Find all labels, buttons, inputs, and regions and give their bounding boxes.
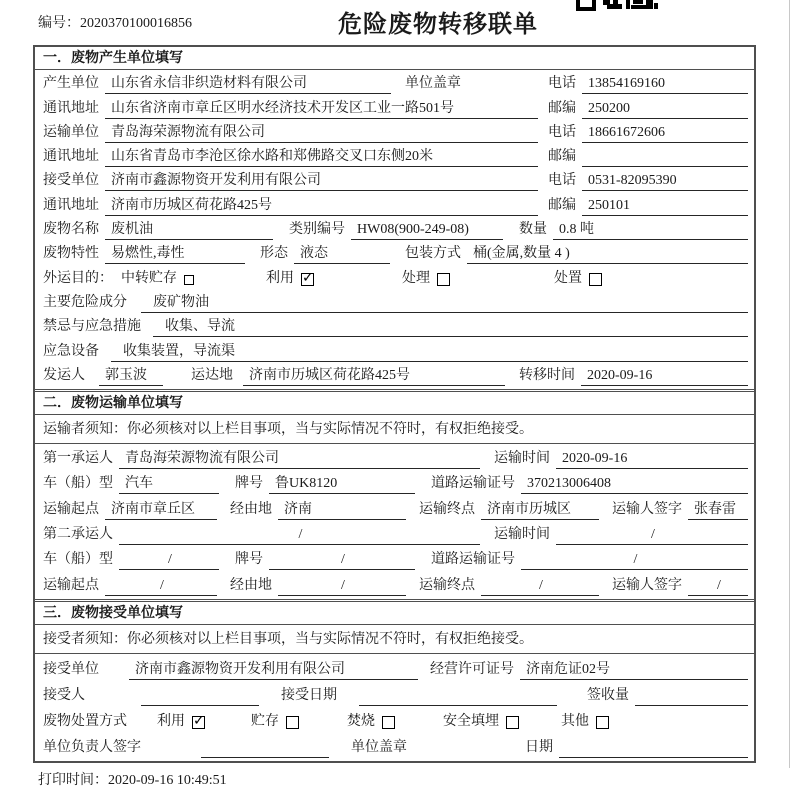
transporter-row (43, 119, 748, 143)
purpose-option-dispose: 处置 (554, 267, 602, 289)
first-carrier-signature-value: 张春雷 (688, 498, 748, 520)
section-receiver-heading: 三．废物接受单位填写 (35, 602, 754, 625)
license-label: 经营许可证号 (430, 661, 514, 677)
receiver-phone-value: 0531-82095390 (582, 173, 748, 191)
checkbox-disposal-landfill-icon (506, 716, 519, 729)
transporter-address-value: 山东省青岛市李沧区徐水路和郑佛路交叉口东侧20米 (105, 145, 538, 167)
waste-props-value: 易燃性,毒性 (105, 242, 245, 264)
second-route-end-value: / (481, 578, 599, 596)
disposal-option-other: 其他 (561, 710, 609, 732)
address-label: 通讯地址 (43, 100, 99, 116)
carrier-signature-label: 运输人签字 (612, 501, 682, 517)
producer-zip-value: 250200 (582, 101, 748, 119)
transporter-value: 青岛海荣源物流有限公司 (105, 121, 538, 143)
section-producer-heading: 一．废物产生单位填写 (35, 47, 754, 70)
responsible-signature-value (201, 740, 329, 758)
road-permit-label: 道路运输证号 (431, 552, 515, 568)
waste-name-label: 废物名称 (43, 222, 99, 238)
producer-row (43, 70, 748, 94)
first-plate-value: 鲁UK8120 (269, 472, 415, 494)
first-transport-time-value: 2020-09-16 (556, 451, 748, 469)
purpose-option-treat: 处理 (402, 267, 450, 289)
responsible-signature-row (43, 732, 748, 758)
producer-label: 产生单位 (43, 76, 99, 92)
quantity-label: 数量 (519, 222, 547, 238)
section-transporter (35, 389, 754, 599)
disposal-option-landfill: 安全填埋 (443, 710, 519, 732)
dispatch-row (43, 362, 748, 386)
unit-seal-label: 单位盖章 (351, 739, 407, 755)
accepting-unit-row (43, 654, 748, 680)
dispatcher-label: 发运人 (43, 367, 85, 383)
hazard-components-label: 主要危险成分 (43, 294, 127, 310)
purpose-option-utilize: 利用 ✓ (266, 267, 314, 289)
accepting-unit-value: 济南市鑫源物资开发利用有限公司 (129, 658, 418, 680)
emergency-equipment-value: 收集装置，导流渠 (111, 340, 748, 362)
checkbox-transfer-storage-icon (184, 275, 194, 285)
waste-props-label: 废物特性 (43, 246, 99, 262)
receiver-notice: 接受者须知：你必须核对以上栏目事项，当与实际情况不符时，有权拒绝接受。 (35, 625, 754, 654)
producer-value: 山东省永信非织造材料有限公司 (105, 72, 391, 94)
emergency-equipment-row (43, 337, 748, 361)
transporter-notice: 运输者须知：你必须核对以上栏目事项，当与实际情况不符时，有权拒绝接受。 (35, 415, 754, 444)
first-route-end-value: 济南市历城区 (481, 498, 599, 520)
second-plate-value: / (269, 552, 415, 570)
second-carrier-row (43, 520, 748, 545)
route-end-label: 运输终点 (419, 577, 475, 593)
second-route-row (43, 570, 748, 595)
section-producer (35, 47, 754, 389)
producer-phone-value: 13854169160 (582, 76, 748, 94)
transporter-zip-value (582, 149, 748, 167)
checkbox-disposal-other-icon (596, 716, 609, 729)
second-carrier-signature-value: / (688, 578, 748, 596)
packaging-value: 桶(金属,数量 4 ) (467, 242, 748, 264)
waste-name-row (43, 216, 748, 240)
checkbox-dispose-icon (589, 273, 602, 286)
emergency-measures-value: 收集、导流 (153, 315, 748, 337)
phone-label: 电话 (548, 173, 576, 189)
disposal-option-incinerate: 焚烧 (347, 710, 395, 732)
receiver-address-value: 济南市历城区荷花路425号 (105, 194, 538, 216)
producer-address-row (43, 94, 748, 118)
second-transport-time-value: / (556, 527, 748, 545)
route-via-label: 经由地 (230, 577, 272, 593)
receiver-row (43, 167, 748, 191)
document-number-label: 编号： (38, 16, 80, 31)
first-carrier-row (43, 444, 748, 469)
hazard-components-value: 废矿物油 (141, 291, 748, 313)
category-code-label: 类别编号 (289, 222, 345, 238)
disposal-option-utilize: 利用 ✓ (157, 710, 205, 732)
packaging-label: 包装方式 (405, 246, 461, 262)
accepting-unit-label: 接受单位 (43, 661, 99, 677)
first-route-via-value: 济南 (278, 498, 406, 520)
disposal-method-label: 废物处置方式 (43, 713, 127, 729)
waste-name-value: 废机油 (105, 218, 273, 240)
carrier-signature-label: 运输人签字 (612, 577, 682, 593)
zip-label: 邮编 (548, 149, 576, 165)
transfer-time-label: 转移时间 (519, 367, 575, 383)
second-route-start-value: / (105, 578, 217, 596)
section-transporter-heading: 二．废物运输单位填写 (35, 392, 754, 415)
print-time-value: 2020-09-16 10:49:51 (108, 772, 227, 788)
acceptance-date-value (359, 688, 557, 706)
emergency-measures-row (43, 313, 748, 337)
first-vehicle-type-value: 汽车 (119, 472, 219, 494)
category-code-value: HW08(900-249-08) (351, 222, 503, 240)
destination-label: 运达地 (191, 367, 233, 383)
document-number-value: 2020370100016856 (80, 16, 192, 31)
second-carrier-value: / (119, 527, 480, 545)
phone-label: 电话 (548, 124, 576, 140)
transporter-label: 运输单位 (43, 124, 99, 140)
receiver-zip-value: 250101 (582, 198, 748, 216)
second-vehicle-type-value: / (119, 552, 219, 570)
transfer-purpose-row (43, 264, 748, 288)
seal-date-value (559, 740, 748, 758)
route-start-label: 运输起点 (43, 501, 99, 517)
zip-label: 邮编 (548, 100, 576, 116)
first-route-start-value: 济南市章丘区 (105, 498, 217, 520)
second-road-permit-value: / (521, 552, 748, 570)
transfer-time-value: 2020-09-16 (581, 368, 748, 386)
acceptance-row (43, 680, 748, 706)
second-route-via-value: / (278, 578, 406, 596)
address-label: 通讯地址 (43, 197, 99, 213)
route-end-label: 运输终点 (419, 501, 475, 517)
zip-label: 邮编 (548, 197, 576, 213)
disposal-option-store: 贮存 (251, 710, 299, 732)
emergency-measures-label: 禁忌与应急措施 (43, 319, 141, 335)
section-receiver (35, 599, 754, 761)
producer-address-value: 山东省济南市章丘区明水经济技术开发区工业一路501号 (105, 97, 538, 119)
unit-seal-label: 单位盖章 (405, 76, 461, 92)
first-road-permit-value: 370213006408 (521, 476, 748, 494)
document-header (0, 0, 796, 45)
dispatcher-value: 郭玉波 (99, 364, 163, 386)
checkbox-utilize-icon (301, 273, 314, 286)
road-permit-label: 道路运输证号 (431, 476, 515, 492)
disposal-method-row (43, 706, 748, 732)
first-carrier-label: 第一承运人 (43, 451, 113, 467)
first-carrier-value: 青岛海荣源物流有限公司 (119, 447, 480, 469)
transfer-purpose-label: 外运目的： (43, 270, 113, 286)
document-number (38, 12, 192, 32)
address-label: 通讯地址 (43, 149, 99, 165)
emergency-equipment-label: 应急设备 (43, 343, 99, 359)
transport-time-label: 运输时间 (494, 527, 550, 543)
received-quantity-value (635, 688, 748, 706)
route-via-label: 经由地 (230, 501, 272, 517)
checkbox-disposal-utilize-icon (192, 716, 205, 729)
second-carrier-label: 第二承运人 (43, 527, 113, 543)
vehicle-type-label: 车（船）型 (43, 552, 113, 568)
received-quantity-label: 签收量 (587, 687, 629, 703)
transporter-phone-value: 18661672606 (582, 125, 748, 143)
quantity-value: 0.8 吨 (553, 218, 748, 240)
manifest-table (33, 45, 756, 763)
print-time-label: 打印时间： (38, 772, 108, 788)
checkbox-disposal-incinerate-icon (382, 716, 395, 729)
print-time (38, 769, 796, 789)
form-value: 液态 (294, 242, 390, 264)
acceptor-value (141, 688, 259, 706)
route-start-label: 运输起点 (43, 577, 99, 593)
receiver-address-row (43, 191, 748, 215)
plate-label: 牌号 (235, 552, 263, 568)
purpose-option-transfer-storage: 中转贮存 (121, 267, 194, 289)
second-vehicle-row (43, 545, 748, 570)
acceptance-date-label: 接受日期 (281, 687, 337, 703)
hazard-components-row (43, 289, 748, 313)
checkbox-treat-icon (437, 273, 450, 286)
acceptor-label: 接受人 (43, 687, 85, 703)
first-vehicle-row (43, 469, 748, 494)
transporter-address-row (43, 143, 748, 167)
license-value: 济南危证02号 (520, 658, 748, 680)
transport-time-label: 运输时间 (494, 451, 550, 467)
waste-props-row (43, 240, 748, 264)
vehicle-type-label: 车（船）型 (43, 476, 113, 492)
receiver-value: 济南市鑫源物资开发利用有限公司 (105, 169, 538, 191)
first-route-row (43, 494, 748, 519)
responsible-signature-label: 单位负责人签字 (43, 739, 141, 755)
qr-code-icon (576, 0, 658, 12)
destination-value: 济南市历城区荷花路425号 (243, 364, 505, 386)
plate-label: 牌号 (235, 476, 263, 492)
form-label: 形态 (260, 246, 288, 262)
phone-label: 电话 (548, 76, 576, 92)
seal-date-label: 日期 (525, 739, 553, 755)
checkbox-disposal-store-icon (286, 716, 299, 729)
page-edge-divider (789, 0, 790, 768)
receiver-label: 接受单位 (43, 173, 99, 189)
page-title: 危险废物转移联单 (338, 12, 538, 38)
